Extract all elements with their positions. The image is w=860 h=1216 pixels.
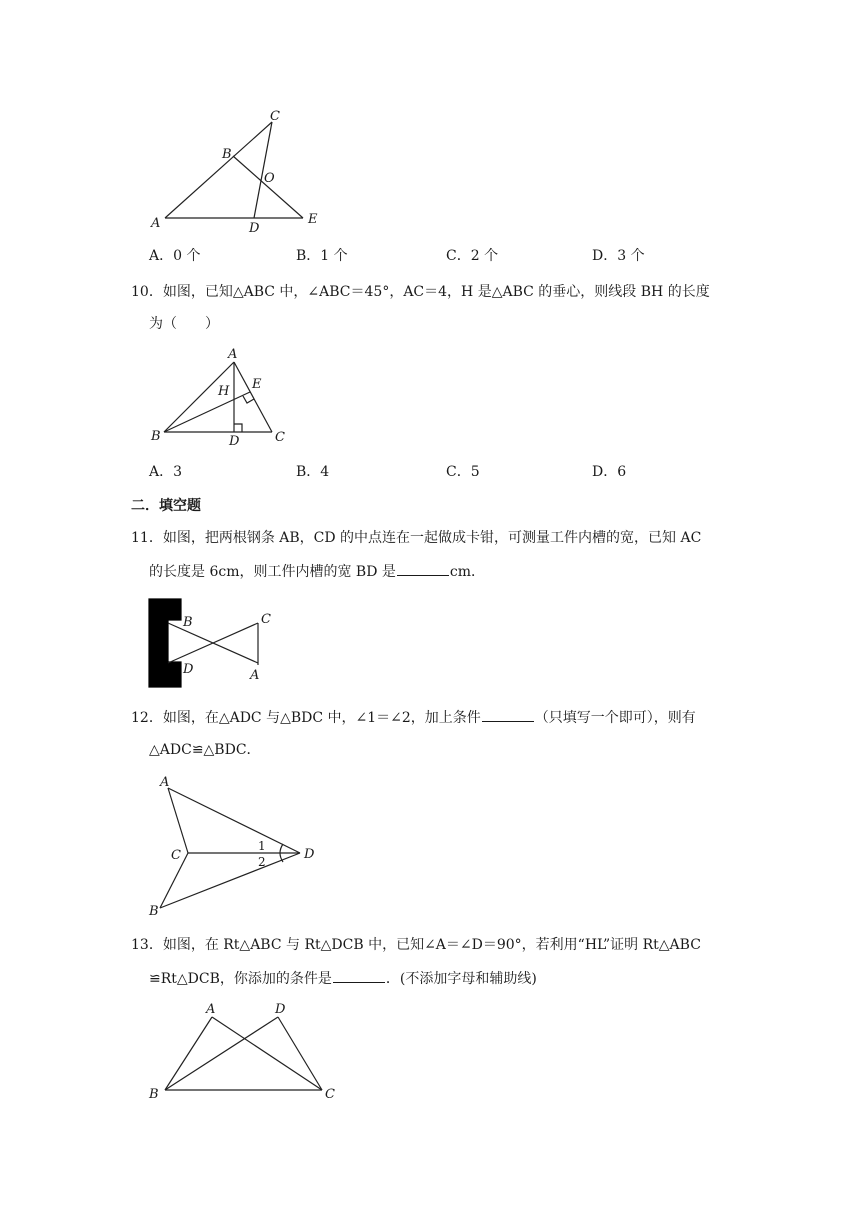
q13-label-d: D [275,1002,286,1017]
q13-label-b: B [149,1087,159,1102]
q9-line-ac [165,122,272,218]
q13-line-ac [212,1017,322,1090]
q12-line-ad [168,788,300,853]
q10-option-c: C．5 [446,464,480,480]
q12-text-line1 [131,707,696,728]
q10-text-line1: 10．如图，已知△ABC 中，∠ABC＝45°，AC＝4，H 是△ABC 的垂心，则线段 BH 的长度 [131,284,710,300]
q11-workpiece [149,599,181,687]
q12-label-b: B [149,904,159,919]
q13-figure [140,995,360,1110]
q11-text-line2a: 的长度是 6cm，则工件内槽的宽 BD 是 [149,564,396,580]
q13-label-a: A [206,1002,216,1017]
q12-text-line1a: 12．如图，在△ADC 与△BDC 中，∠1＝∠2，加上条件 [131,710,481,726]
q9-label-c: C [270,109,280,124]
q10-label-e: E [252,377,262,392]
q13-text-line2 [149,968,537,989]
q10-label-h: H [218,384,230,399]
q13-answer-blank[interactable] [333,968,385,983]
q9-label-o: O [264,171,275,186]
q12-figure [140,770,340,920]
q10-option-a: A．3 [149,464,183,480]
section-fill-in-title: 二．填空题 [131,498,201,514]
q11-text-line1: 11．如图，把两根钢条 AB，CD 的中点连在一起做成卡钳，可测量工件内槽的宽，已知 AC [131,530,702,546]
q9-option-c: C．2 个 [446,248,499,264]
q12-text-line2: △ADC≌△BDC． [149,742,261,758]
q10-option-d: D．6 [592,464,627,480]
q13-text-line2b: ．(不添加字母和辅助线) [385,971,537,987]
q13-text-line2a: ≌Rt△DCB，你添加的条件是 [149,971,332,987]
q9-option-b: B．1 个 [296,248,348,264]
q11-figure [140,595,280,695]
q12-label-c: C [171,848,181,863]
q9-option-d: D．3 个 [592,248,645,264]
q10-label-b: B [151,429,161,444]
q10-label-d: D [229,434,240,449]
q9-label-e: E [308,212,318,227]
q10-label-c: C [275,430,285,445]
q13-line-ba [165,1017,212,1090]
q9-label-a: A [151,216,161,231]
q10-option-b: B．4 [296,464,330,480]
q12-line-ac [168,788,188,853]
q10-figure [140,340,300,450]
q12-label-1: 1 [258,839,266,853]
q9-option-a: A．0 个 [149,248,201,264]
q12-label-2: 2 [258,855,266,869]
q10-right-angle-d [234,424,242,432]
q11-text-line2b: cm． [449,564,486,580]
q13-label-c: C [325,1087,335,1102]
q9-label-d: D [249,221,260,236]
q11-label-d: D [183,662,194,677]
q13-line-bd [165,1017,278,1090]
q11-label-b: B [183,615,193,630]
q11-label-a: A [250,668,260,683]
q10-label-a: A [228,347,238,362]
q12-label-d: D [304,847,315,862]
q11-label-c: C [261,612,271,627]
q9-label-b: B [222,147,232,162]
q10-text-line2: 为（ ） [149,316,219,332]
q9-figure [140,100,340,240]
q12-label-a: A [160,775,170,790]
q10-line-be [164,392,250,432]
q13-text-line1: 13．如图，在 Rt△ABC 与 Rt△DCB 中，已知∠A＝∠D＝90°，若利用“HL”证明 Rt△ABC [131,937,701,953]
q9-line-be [233,156,303,218]
q13-line-dc [278,1017,322,1090]
q11-answer-blank[interactable] [397,561,449,576]
q12-line-bd [160,853,300,908]
q12-answer-blank[interactable] [482,707,534,722]
q12-text-line1b: （只填写一个即可），则有 [534,710,696,726]
q11-text-line2 [149,561,485,582]
